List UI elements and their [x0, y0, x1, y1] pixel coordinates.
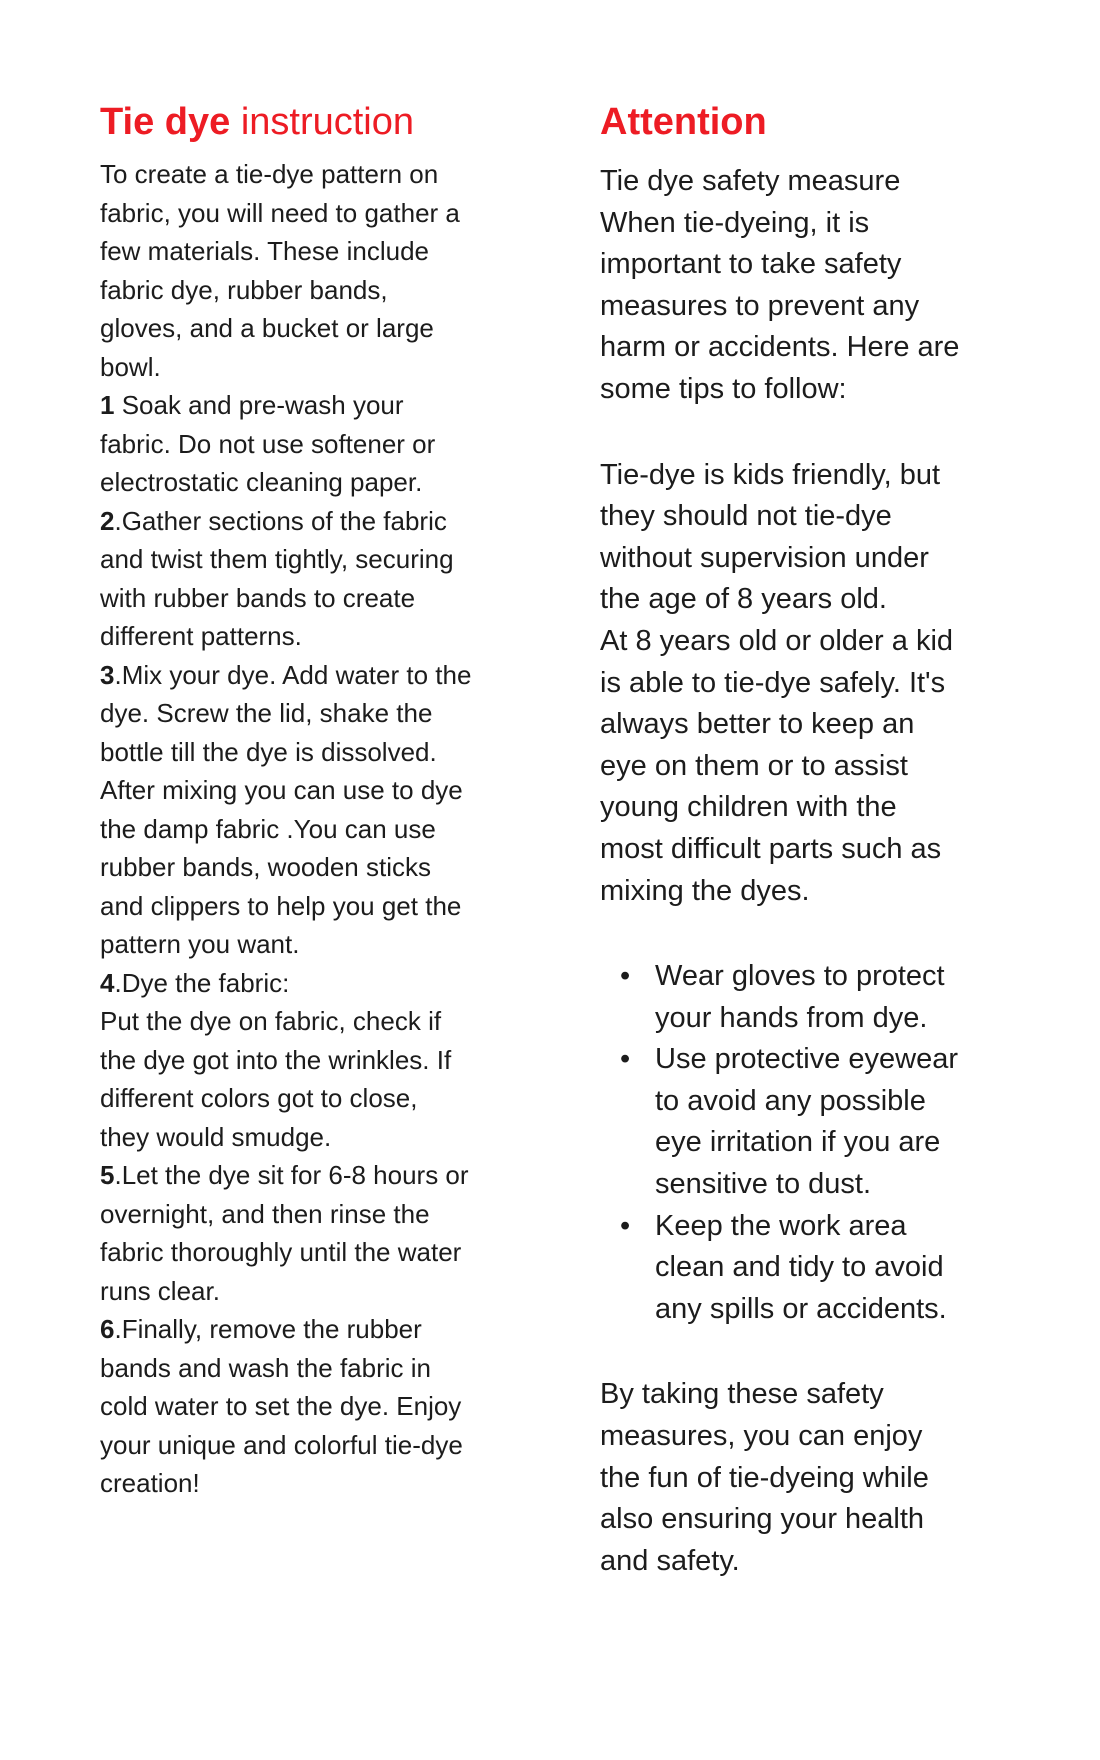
bullet-marker: • — [620, 960, 631, 993]
text-line: some tips to follow: — [600, 372, 847, 405]
text-line: eye irritation if you are — [655, 1126, 941, 1159]
text-line: your unique and colorful tie-dye — [100, 1429, 463, 1460]
text-line: 6.Finally, remove the rubber — [100, 1314, 422, 1344]
text-line: most difficult parts such as — [600, 832, 942, 865]
text-line: with rubber bands to create — [100, 582, 416, 613]
list-item — [600, 956, 1010, 1039]
text-line: and safety. — [600, 1544, 740, 1577]
text-line: 3.Mix your dye. Add water to the — [100, 659, 472, 690]
text-line: fabric. Do not use softener or — [100, 428, 436, 459]
text-line: different patterns. — [100, 621, 302, 651]
text-line: different colors got to close, — [100, 1083, 418, 1113]
attention-text — [600, 161, 1010, 1582]
text-line: Put the dye on fabric, check if — [100, 1006, 442, 1036]
title-bold-part: Tie dye — [100, 101, 231, 143]
text-line: few materials. These include — [100, 236, 430, 266]
text-line: Tie dye safety measure — [600, 165, 901, 197]
text-line: pattern you want. — [100, 929, 300, 959]
text-line: and clippers to help you get the — [100, 890, 462, 921]
text-line: eye on them or to assist — [600, 749, 908, 782]
left-column-title — [100, 99, 495, 145]
text-line: the dye got into the wrinkles. If — [100, 1044, 452, 1075]
text-line: bottle till the dye is dissolved. — [100, 736, 437, 767]
text-line: your hands from dye. — [655, 1001, 928, 1034]
text-line: creation! — [100, 1468, 200, 1498]
text-line: Keep the work area — [655, 1209, 907, 1242]
text-line: measures to prevent any — [600, 289, 920, 322]
text-line: sensitive to dust. — [655, 1168, 871, 1201]
text-line: Use protective eyewear — [655, 1043, 959, 1076]
text-line: fabric, you will need to gather a — [100, 197, 460, 228]
text-line: 4.Dye the fabric: — [100, 967, 290, 998]
text-line: mixing the dyes. — [600, 874, 810, 907]
text-line: To create a tie-dye pattern on — [100, 159, 439, 189]
text-line: they would smudge. — [100, 1121, 332, 1152]
text-line: also ensuring your health — [600, 1503, 925, 1536]
text-line: At 8 years old or older a kid — [600, 624, 954, 657]
text-line: they should not tie-dye — [600, 500, 892, 533]
text-line: rubber bands, wooden sticks — [100, 852, 431, 882]
text-line: overnight, and then rinse the — [100, 1198, 430, 1229]
text-line: Tie-dye is kids friendly, but — [600, 458, 941, 491]
text-line: important to take safety — [600, 248, 902, 281]
list-item — [600, 1206, 1010, 1331]
text-line: Wear gloves to protect — [655, 960, 945, 993]
text-line: is able to tie-dye safely. It's — [600, 666, 946, 699]
text-line: gloves, and a bucket or large — [100, 313, 434, 343]
text-line: the age of 8 years old. — [600, 583, 887, 616]
bullet-marker: • — [620, 1043, 631, 1076]
text-line: runs clear. — [100, 1275, 220, 1306]
text-line: and twist them tightly, securing — [100, 544, 454, 574]
text-line: clean and tidy to avoid — [655, 1251, 944, 1284]
text-line: bowl. — [100, 351, 161, 382]
title-regular-part: instruction — [230, 101, 415, 143]
text-line: always better to keep an — [600, 708, 915, 741]
text-line: By taking these safety — [600, 1378, 884, 1411]
paragraph — [600, 1374, 1010, 1582]
text-line: fabric thoroughly until the water — [100, 1237, 462, 1267]
text-line: dye. Screw the lid, shake the — [100, 698, 433, 728]
list-item — [600, 1039, 1010, 1205]
text-line: electrostatic cleaning paper. — [100, 467, 423, 497]
left-column — [100, 99, 495, 1503]
text-line: the fun of tie-dyeing while — [600, 1461, 929, 1494]
instructions-text — [100, 155, 495, 1503]
text-line: bands and wash the fabric in — [100, 1352, 431, 1383]
text-line: cold water to set the dye. Enjoy — [100, 1391, 462, 1421]
text-line: 2.Gather sections of the fabric — [100, 505, 447, 536]
text-line: harm or accidents. Here are — [600, 331, 960, 364]
bullet-marker: • — [620, 1209, 631, 1242]
text-line: 5.Let the dye sit for 6-8 hours or — [100, 1160, 469, 1190]
paragraph — [600, 455, 1010, 913]
text-line: without supervision under — [600, 541, 929, 574]
text-line: young children with the — [600, 791, 897, 824]
right-column — [600, 99, 1010, 1582]
text-line: 1 Soak and pre-wash your — [100, 390, 404, 420]
attention-title: Attention — [600, 101, 767, 143]
text-line: measures, you can enjoy — [600, 1420, 923, 1453]
text-line: After mixing you can use to dye — [100, 775, 463, 805]
text-line: When tie-dyeing, it is — [600, 206, 870, 239]
text-line: to avoid any possible — [655, 1084, 926, 1117]
bullet-list — [600, 956, 1010, 1330]
text-line: fabric dye, rubber bands, — [100, 274, 388, 305]
text-line: any spills or accidents. — [655, 1292, 947, 1325]
paragraph — [600, 161, 1010, 411]
text-line: the damp fabric .You can use — [100, 813, 436, 844]
